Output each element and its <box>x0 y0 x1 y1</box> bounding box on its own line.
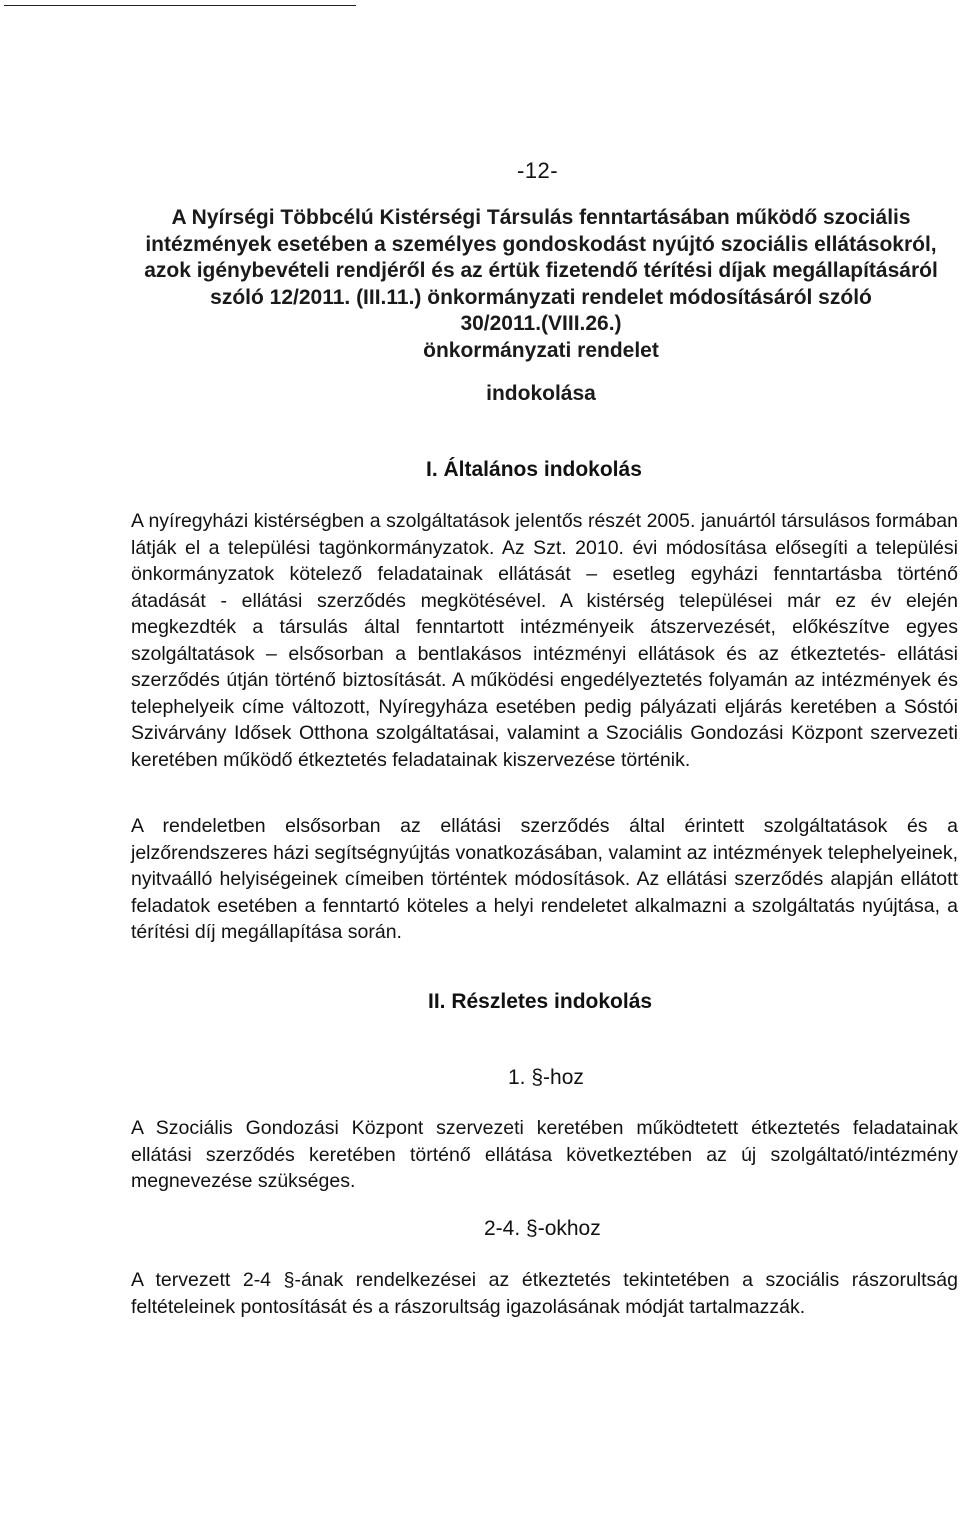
general-heading: I. Általános indokolás <box>426 458 642 481</box>
section-text-2: A tervezett 2-4 §-ának rendelkezései az étkeztetés tekintetében a szociális rászorultság feltételeinek pontosítását és a rászorultság igazolásának módját tartalmazzák. <box>131 1269 958 1318</box>
scan-edge-line <box>4 5 356 6</box>
title-line: A Nyírségi Többcélú Kistérségi Társulás fenntartásában működő szociális <box>171 206 911 229</box>
general-paragraph-2: A rendeletben elsősorban az ellátási szerződés által érintett szolgáltatások és a jelzőrendszeres házi segítségnyújtás vonatkozásában, valamint az intézmények telephelyeinek, nyitvaálló helyiségeinek címeiben történtek módosítások. Az ellátási szerződés alapján ellátott feladatok esetében a fenntartó köteles a helyi rendeletet alkalmazni a szolgáltatás nyújtása, a térítési díj megállapítása során. <box>131 815 958 943</box>
general-paragraph-1: A nyíregyházi kistérségben a szolgáltatások jelentős részét 2005. januártól társulásos formában látják el a települési tagönkormányzatok. Az Szt. 2010. évi módosítása elősegíti a települési önkormányzatok kötelező feladatainak ellátását – esetleg egyházi fenntartásba történő átadását - ellátási szerződés megkötésével. A kistérség települései már ez év elején megkezdték a társulás által fenntartott intézményeik átszervezését, előkészítve egyes szolgáltatások – elsősorban a bentlakásos intézményi ellátások és az étkeztetés- ellátási szerződés útján történő biztosítását. A működési engedélyeztetés folyamán az intézmények és telephelyeik címe változott, Nyíregyháza esetében pedig pályázati eljárás keretében a Sóstói Szivárvány Idősek Otthona szolgáltatásai, valamint a Szociális Gondozási Központ szervezeti keretében működő étkeztetés feladatainak kiszervezése történik. <box>131 510 958 771</box>
document-subtitle: indokolása <box>486 382 596 405</box>
title-line: szóló 12/2011. (III.11.) önkormányzati rendelet módosításáról szóló <box>210 285 872 309</box>
title-line: 30/2011.(VIII.26.) <box>460 312 622 335</box>
section-heading-1: 1. §-hoz <box>508 1066 584 1089</box>
section-heading-2: 2-4. §-okhoz <box>484 1217 601 1240</box>
section-text-1: A Szociális Gondozási Központ szervezeti keretében működtetett étkeztetés feladatainak ellátási szerződés keretében történő ellátása következtében az új szolgáltató/intézmény megnevezése szükséges. <box>131 1117 958 1192</box>
document-title <box>120 205 960 364</box>
title-line: önkormányzati rendelet <box>423 338 659 362</box>
detailed-heading: II. Részletes indokolás <box>428 990 653 1013</box>
title-line: azok igénybevételi rendjéről és az értük fizetendő térítési díjak megállapításáról <box>144 259 938 282</box>
title-line: intézmények esetében a személyes gondoskodást nyújtó szociális ellátásokról, <box>145 232 937 256</box>
page-number: -12- <box>517 158 559 183</box>
